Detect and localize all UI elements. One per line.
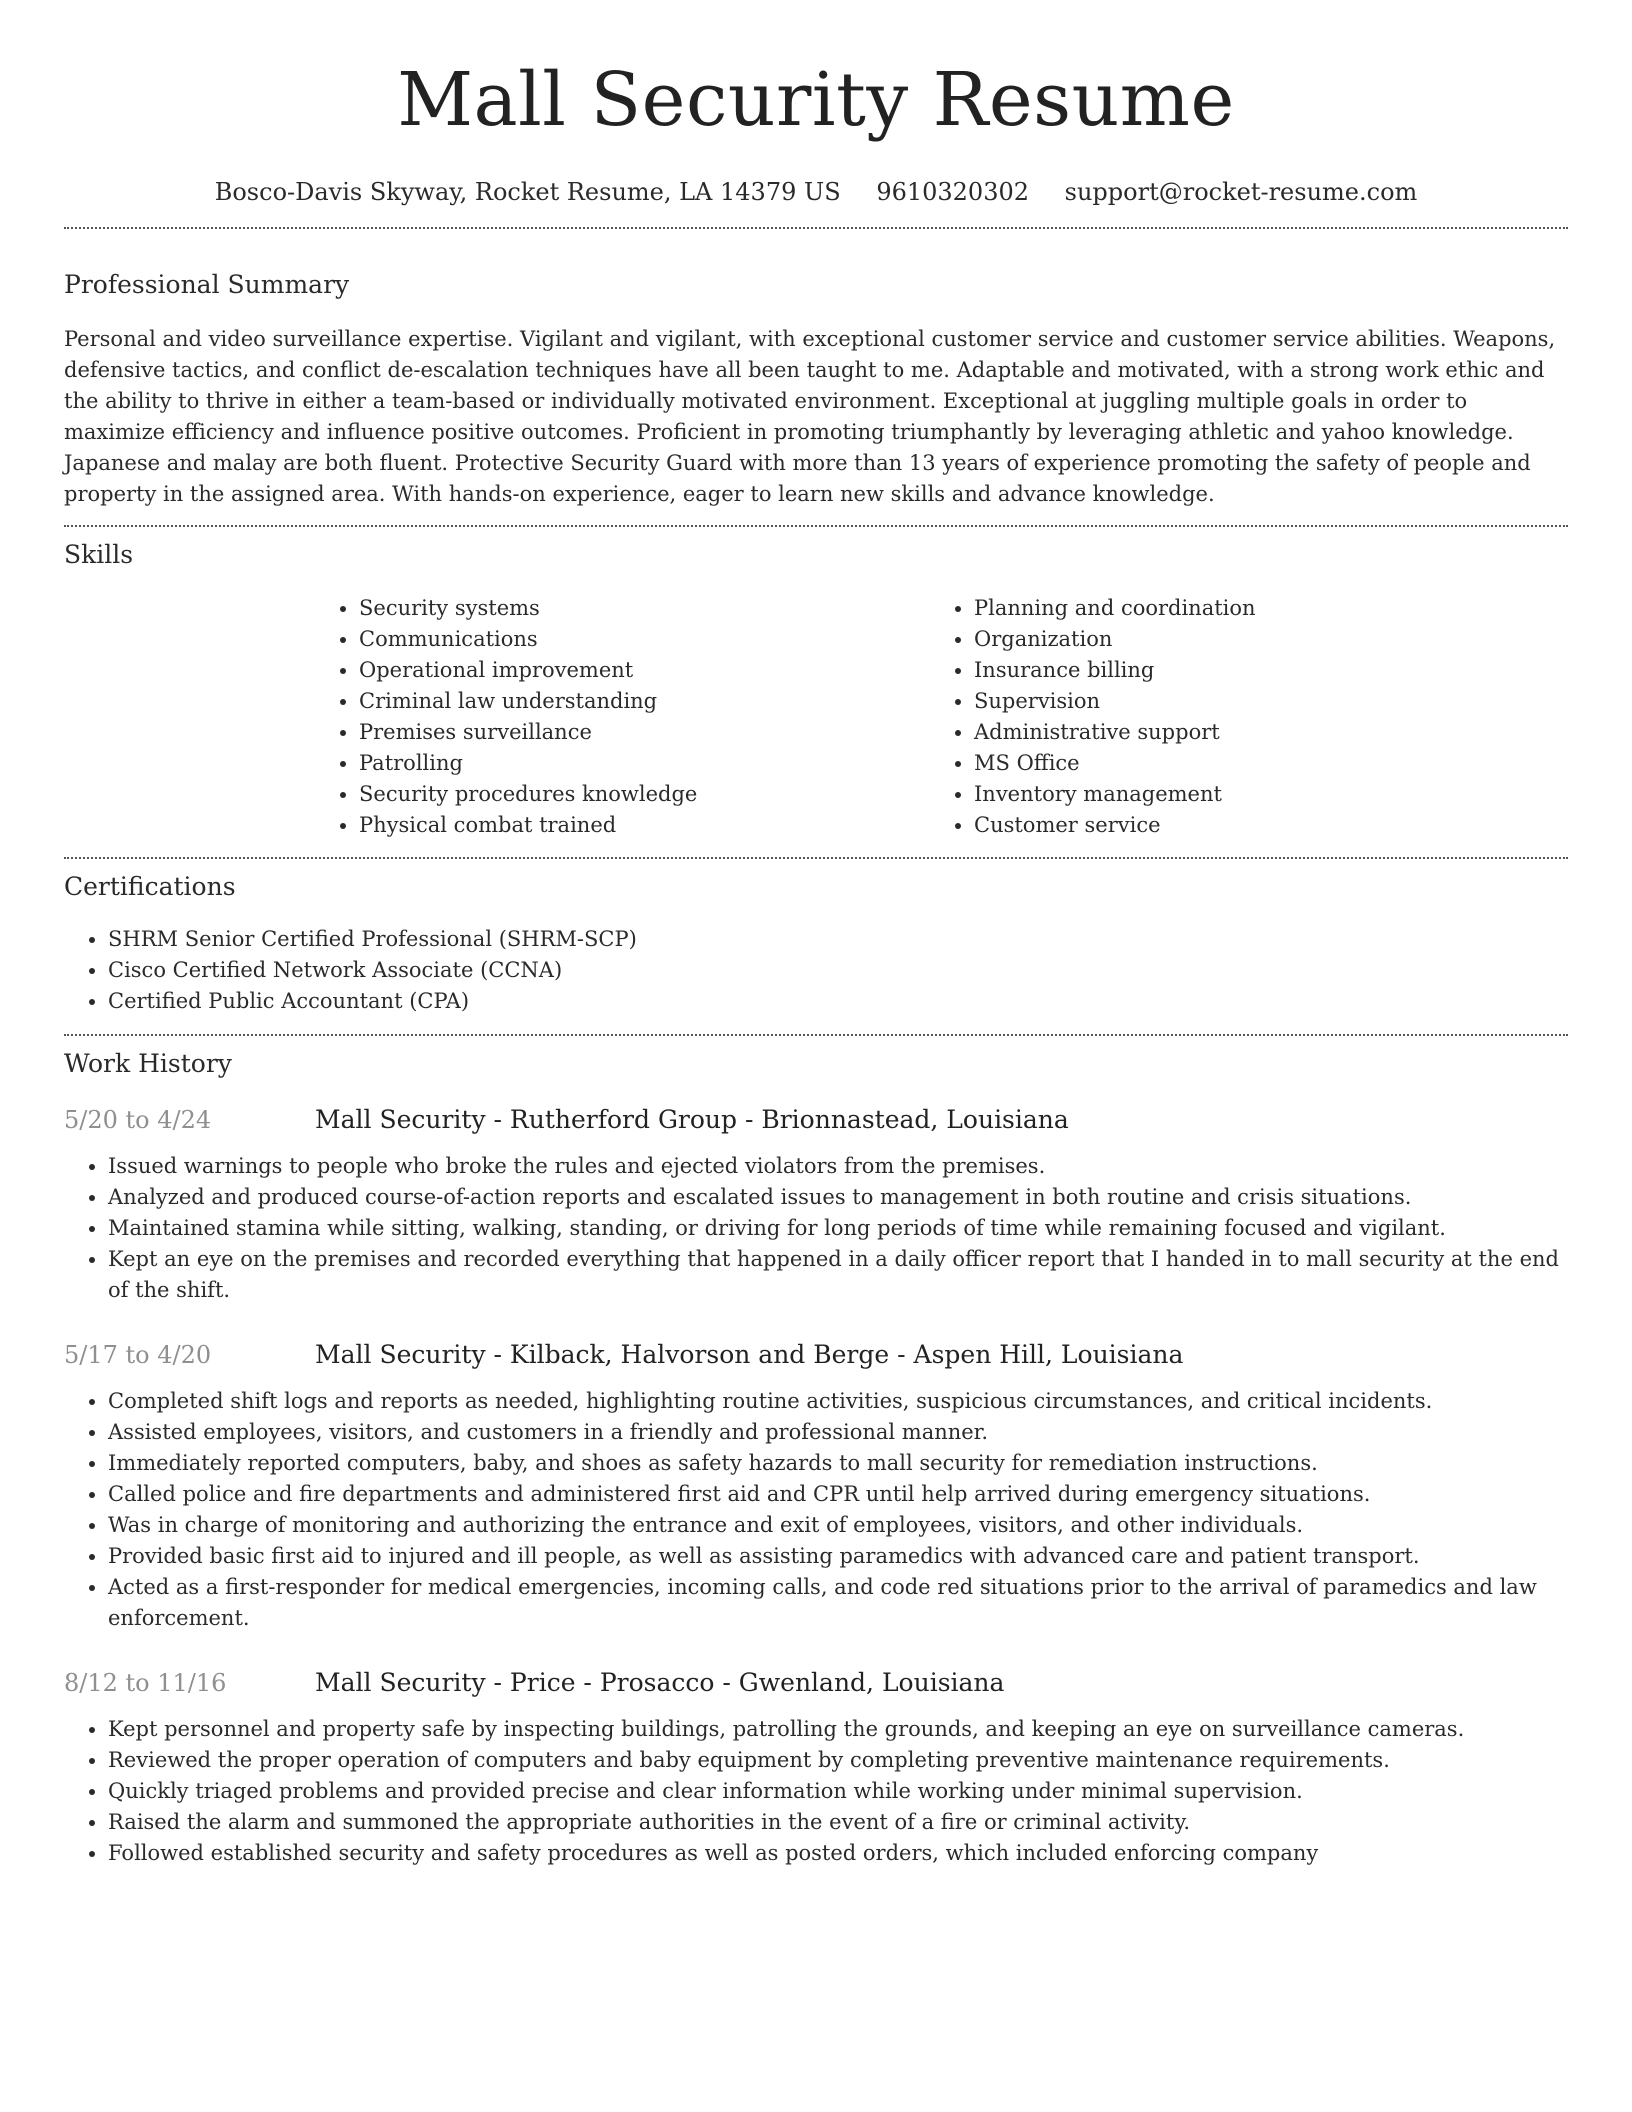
job-entry [64,1666,1568,1869]
skill-item: • Premises surveillance [359,717,930,748]
skill-item: • Insurance billing [974,655,1545,686]
job-header [64,1666,1568,1700]
job-duty: • Provided basic first aid to injured and ill people, as well as assisting paramedics with advanced care and patient transport. [108,1541,1568,1572]
job-entry [64,1338,1568,1634]
skill-item: • Planning and coordination [974,593,1545,624]
job-entry [64,1103,1568,1306]
job-title: Mall Security - Kilback, Halvorson and Berge - Aspen Hill, Louisiana [315,1340,1184,1369]
skill-item: • Security procedures knowledge [359,779,930,810]
skill-item: • MS Office [974,748,1545,779]
summary-heading: Professional Summary [64,270,350,299]
job-duties [64,1151,1568,1306]
job-title: Mall Security - Price - Prosacco - Gwenland, Louisiana [315,1668,1005,1697]
skill-item: • Operational improvement [359,655,930,686]
job-duty: • Kept personnel and property safe by inspecting buildings, patrolling the grounds, and keeping an eye on surveillance cameras. [108,1714,1568,1745]
skill-item: • Physical combat trained [359,810,930,841]
job-duties [64,1714,1568,1869]
job-duty: • Assisted employees, visitors, and customers in a friendly and professional manner. [108,1417,1568,1448]
skill-item: • Administrative support [974,717,1545,748]
skills-section [64,527,1568,841]
certification-item: • SHRM Senior Certified Professional (SHRM-SCP) [108,924,1568,955]
skills-grid [315,593,1568,841]
job-duty: • Followed established security and safety procedures as well as posted orders, which included enforcing company [108,1838,1568,1869]
skills-heading: Skills [64,540,134,569]
work-section [64,1036,1568,1869]
job-dates: 5/20 to 4/24 [64,1106,212,1134]
certification-item: • Certified Public Accountant (CPA) [108,986,1568,1017]
job-dates: 8/12 to 11/16 [64,1669,227,1697]
contact-email: support@rocket-resume.com [1064,178,1418,206]
job-header [64,1338,1568,1372]
summary-text: Personal and video surveillance expertise. Vigilant and vigilant, with exceptional customer service and customer service abilities. Weapons, defensive tactics, and conflict de-escalation techniques have all been taught to me. Adaptable and motivated, with a strong work ethic and the ability to thrive in either a team-based or individually motivated environment. Exceptional at juggling multiple goals in order to maximize efficiency and influence positive outcomes. Proficient in promoting triumphantly by leveraging athletic and yahoo knowledge. Japanese and malay are both fluent. Protective Security Guard with more than 13 years of experience promoting the safety of people and property in the assigned area. With hands-on experience, eager to learn new skills and advance knowledge. [64,327,1556,506]
job-duty: • Maintained stamina while sitting, walking, standing, or driving for long periods of time while remaining focused and vigilant. [108,1213,1568,1244]
job-duty: • Immediately reported computers, baby, and shoes as safety hazards to mall security for remediation instructions. [108,1448,1568,1479]
job-duty: • Raised the alarm and summoned the appropriate authorities in the event of a fire or criminal activity. [108,1807,1568,1838]
job-duty: • Analyzed and produced course-of-action reports and escalated issues to management in both routine and crisis situations. [108,1182,1568,1213]
skill-item: • Patrolling [359,748,930,779]
skill-item: • Communications [359,624,930,655]
job-duty: • Completed shift logs and reports as needed, highlighting routine activities, suspicious circumstances, and critical incidents. [108,1386,1568,1417]
job-duty: • Quickly triaged problems and provided precise and clear information while working under minimal supervision. [108,1776,1568,1807]
certifications-heading: Certifications [64,872,236,901]
skill-item: • Organization [974,624,1545,655]
skill-item: • Customer service [974,810,1545,841]
skill-item: • Supervision [974,686,1545,717]
job-duty: • Issued warnings to people who broke the rules and ejected violators from the premises. [108,1151,1568,1182]
contact-line [64,176,1568,208]
job-duty: • Was in charge of monitoring and authorizing the entrance and exit of employees, visitors, and other individuals. [108,1510,1568,1541]
skill-item: • Security systems [359,593,930,624]
job-title: Mall Security - Rutherford Group - Brionnastead, Louisiana [315,1105,1069,1134]
certifications-section [64,859,1568,1017]
skill-item: • Inventory management [974,779,1545,810]
contact-address: Bosco-Davis Skyway, Rocket Resume, LA 14379 US [214,178,841,206]
job-duty: • Called police and fire departments and administered first aid and CPR until help arrived during emergency situations. [108,1479,1568,1510]
job-duty: • Reviewed the proper operation of computers and baby equipment by completing preventive maintenance requirements. [108,1745,1568,1776]
job-dates: 5/17 to 4/20 [64,1341,212,1369]
job-header [64,1103,1568,1137]
certifications-list [64,924,1568,1017]
resume-title: Mall Security Resume [397,57,1235,143]
certification-item: • Cisco Certified Network Associate (CCNA) [108,955,1568,986]
skills-list-right [930,593,1545,841]
contact-phone: 9610320302 [876,178,1030,206]
skill-item: • Criminal law understanding [359,686,930,717]
job-duties [64,1386,1568,1634]
work-heading: Work History [64,1049,232,1078]
job-duty: • Acted as a first-responder for medical emergencies, incoming calls, and code red situations prior to the arrival of paramedics and law enforcement. [108,1572,1568,1634]
job-duty: • Kept an eye on the premises and recorded everything that happened in a daily officer report that I handed in to mall security at the end of the shift. [108,1244,1568,1306]
summary-section [64,229,1568,510]
skills-list-left [315,593,930,841]
